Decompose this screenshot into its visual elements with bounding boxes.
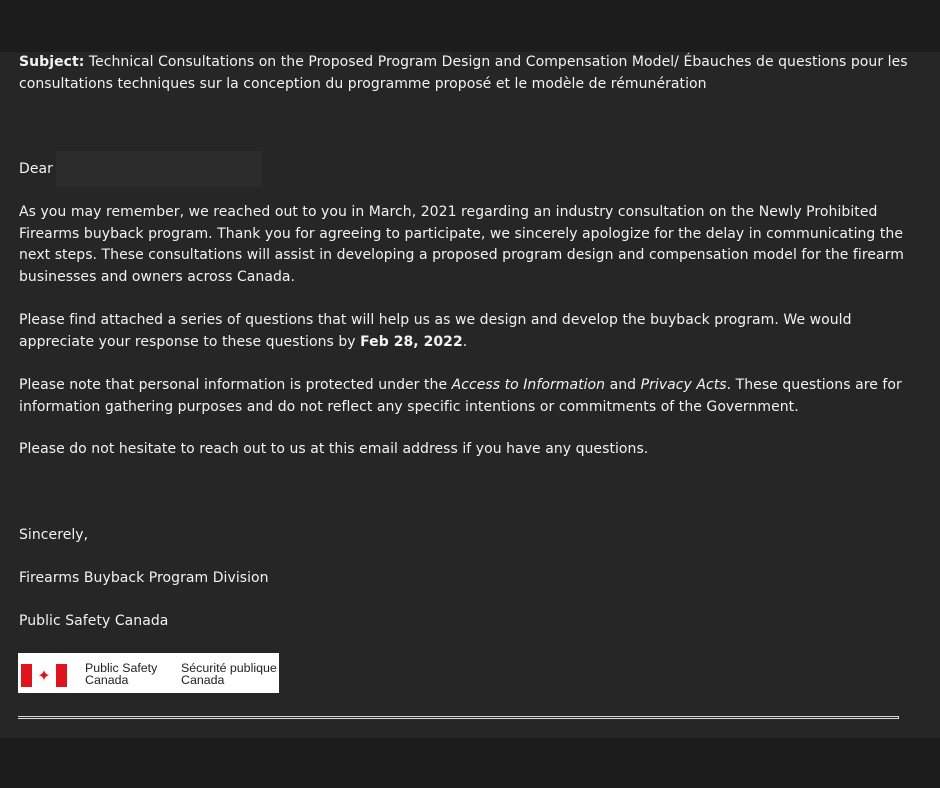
act-name-privacy: Privacy Acts bbox=[640, 377, 727, 393]
subject-label: Subject: bbox=[19, 54, 85, 70]
paragraph-2 bbox=[19, 310, 914, 353]
sender-division: Firearms Buyback Program Division bbox=[19, 570, 269, 586]
subject-line bbox=[19, 52, 914, 95]
subject-text: Technical Consultations on the Proposed Program Design and Compensation Model/ Ébauches de questions pour les consultations techniques sur la conception du programme proposé et le modèle de rémunération bbox=[19, 54, 908, 92]
paragraph-3-end: . These questions are for information gathering purposes and do not reflect any specific intentions or commitments of the Government. bbox=[19, 377, 902, 415]
sender-organization: Public Safety Canada bbox=[19, 613, 169, 629]
government-signature-logo bbox=[18, 653, 279, 693]
logo-french-text bbox=[181, 662, 277, 686]
paragraph-3 bbox=[19, 375, 914, 418]
logo-english-text bbox=[85, 662, 157, 686]
act-name-access: Access to Information bbox=[451, 377, 606, 393]
deadline-date: Feb 28, 2022 bbox=[360, 333, 463, 350]
canada-flag-icon: ✦ bbox=[21, 664, 67, 687]
paragraph-3-text: Please note that personal information is protected under the bbox=[19, 377, 452, 393]
paragraph-4: Please do not hesitate to reach out to us at this email address if you have any questions. bbox=[19, 441, 649, 457]
logo-english-line-2: Canada bbox=[85, 673, 129, 687]
logo-english-line-1: Public Safety bbox=[85, 661, 158, 675]
logo-french-line-1: Sécurité publique bbox=[181, 661, 277, 675]
greeting: Dear bbox=[19, 161, 53, 177]
logo-french-line-2: Canada bbox=[181, 673, 225, 687]
paragraph-2-end: . bbox=[462, 333, 468, 350]
redacted-recipient-name bbox=[56, 151, 262, 187]
signature-divider bbox=[18, 716, 899, 719]
paragraph-2-text: Please find attached a series of questions that will help us as we design and develop the buyback program. We would appreciate your response to these questions by bbox=[19, 312, 852, 350]
closing: Sincerely, bbox=[19, 527, 89, 543]
paragraph-3-and: and bbox=[605, 377, 641, 393]
paragraph-1: As you may remember, we reached out to you in March, 2021 regarding an industry consultation on the Newly Prohibited Firearms buyback program. Thank you for agreeing to participate, we sincerely apologize for the delay in communicating the next steps. These consultations will assist in developing a proposed program design and compensation model for the firearm businesses and owners across Canada. bbox=[19, 204, 904, 285]
